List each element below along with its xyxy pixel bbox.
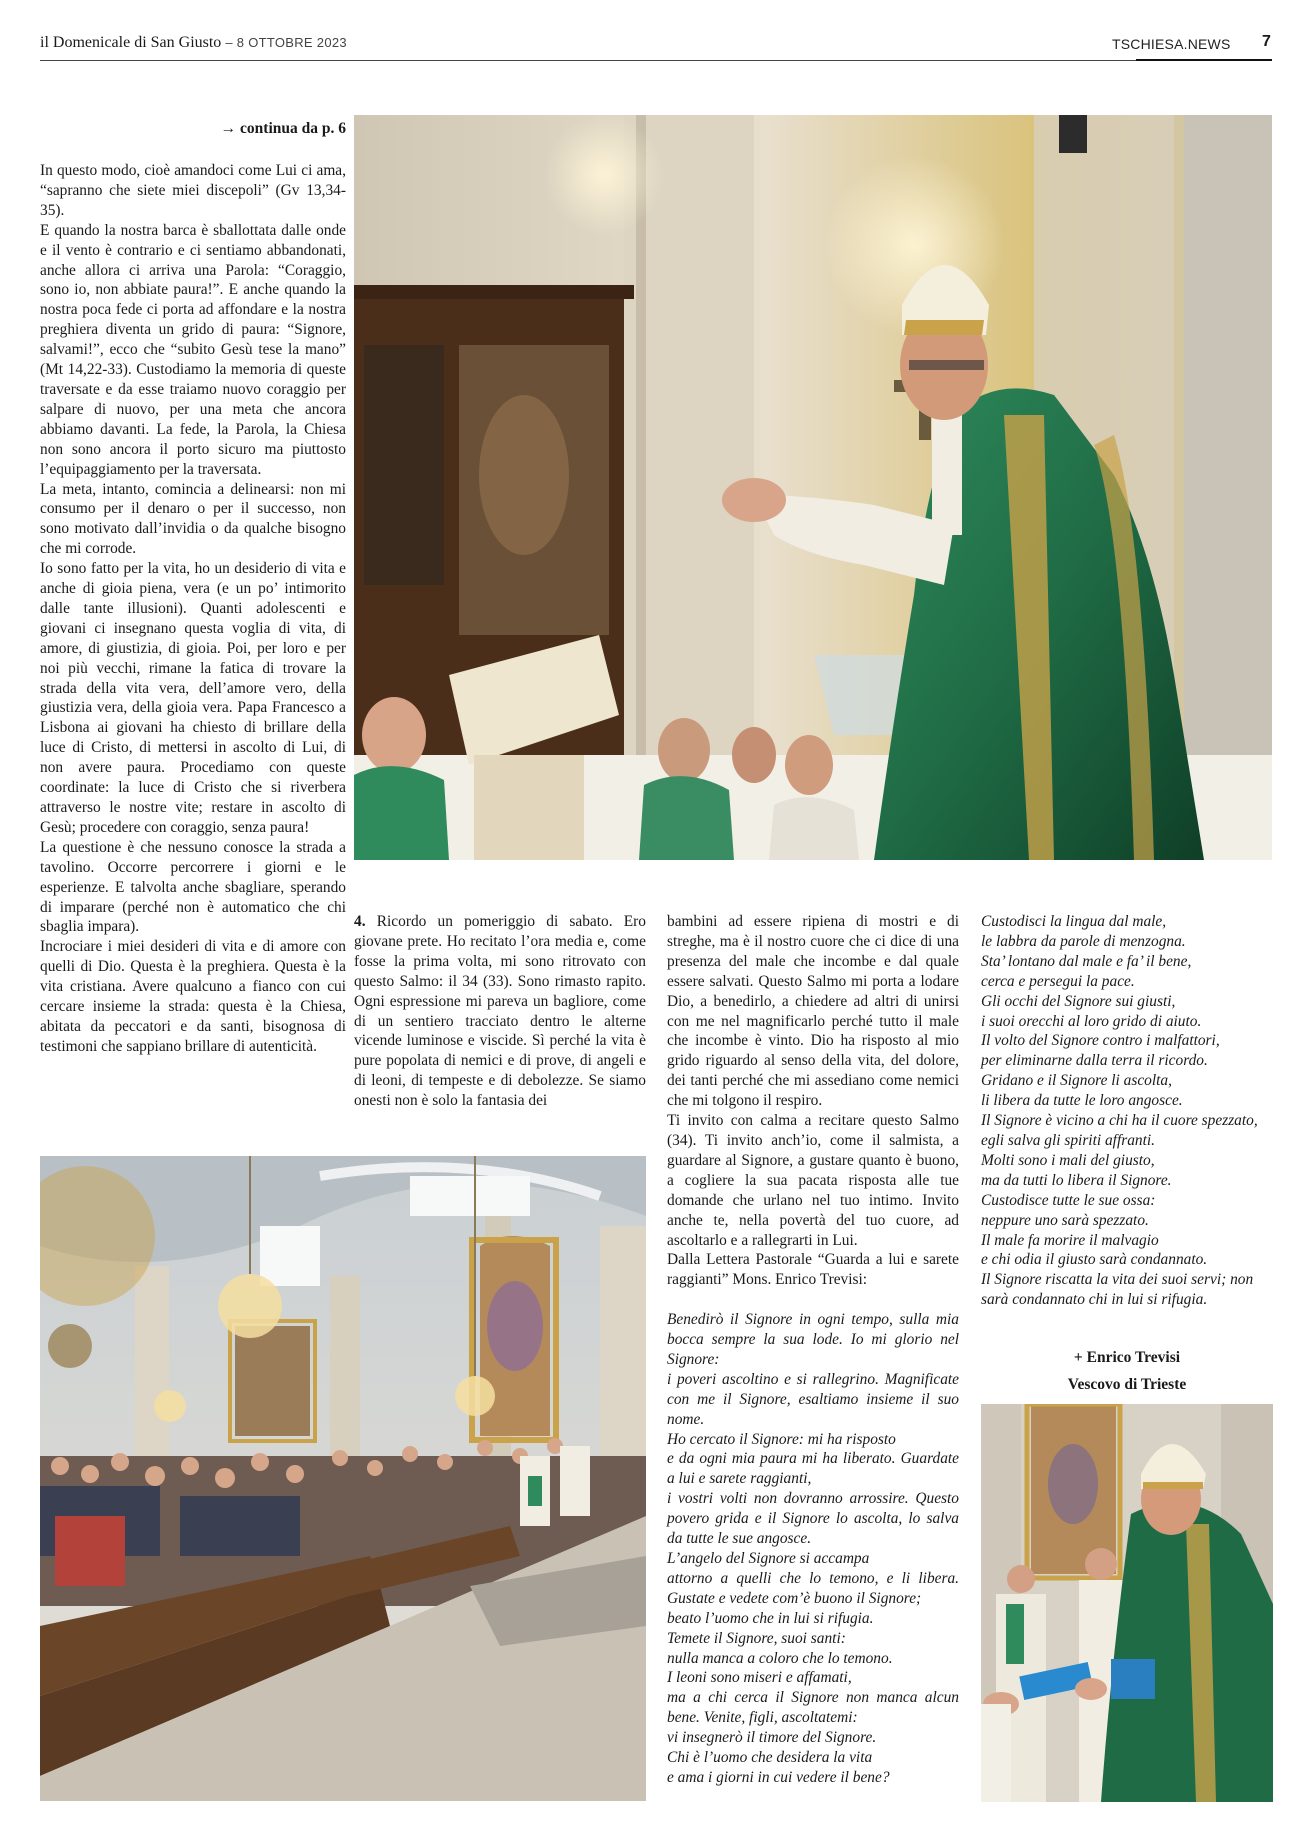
- paragraph: Dalla Lettera Pastorale “Guarda a lui e sarete raggianti” Mons. Enrico Trevisi:: [667, 1251, 959, 1289]
- psalm-line: Il Signore riscatta la vita dei suoi servi; non sarà condannato chi in lui si rifugia.: [981, 1271, 1254, 1309]
- photo-bishop-preaching-illustration: [354, 115, 1272, 860]
- psalm-line: i vostri volti non dovranno arrossire. Questo povero grida e il Signore lo ascolta, lo salva da tutte le sue angosce.: [667, 1490, 959, 1548]
- paragraph: Io sono fatto per la vita, ho un desiderio di vita e anche di gioia piena, vera (e un po’ intimorito dalle tante illusioni). Quanti adolescenti e giovani ci insegnano questa voglia di vita, di amore, di giustizia, di gioia. Poi, per loro e per noi più vecchi, rimane la fatica di trovare la strada della vita vera, dell’amore vero, della giustizia vera, della gioia vera. Papa Francesco a Lisbona ai giovani ha chiesto di brillare della luce di Cristo, di mettersi in ascolto di Lui, di non avere paura. Procediamo con queste coordinate: la luce di Cristo che si riverbera attraverso le nostre vite; restare in ascolto di Gesù; procedere con coraggio, senza paura!: [40, 560, 346, 836]
- issue-date: – 8 OTTOBRE 2023: [225, 35, 347, 50]
- author-title: Vescovo di Trieste: [1067, 1376, 1187, 1393]
- psalm-text: [667, 1310, 959, 1788]
- psalm-line: le labbra da parole di menzogna.: [981, 932, 1186, 950]
- masthead: [40, 34, 347, 52]
- paragraph: Ti invito con calma a recitare questo Salmo (34). Ti invito anch’io, come il salmista, a guardare al Signore, a gustare quanto è buono, a cogliere la sua pacata risposta alle tue domande che urlano nel tuo intimo. Invito anche te, nella povertà del tuo cuore, ad ascoltarlo e a rallegrarti in Lui.: [667, 1112, 959, 1249]
- psalm-line: Chi è l’uomo che desidera la vita: [667, 1749, 873, 1767]
- article-column-1: [40, 161, 346, 1057]
- photo-cathedral-nave-illustration: [40, 1156, 646, 1801]
- psalm-line: per eliminarne dalla terra il ricordo.: [981, 1052, 1208, 1070]
- psalm-line: Custodisce tutte le sue ossa:: [981, 1191, 1156, 1209]
- psalm-line: I leoni sono miseri e affamati,: [667, 1669, 852, 1687]
- section-number: 4.: [354, 913, 366, 930]
- psalm-line: Ho cercato il Signore: mi ha risposto: [667, 1430, 896, 1448]
- paragraph: La questione è che nessuno conosce la strada a tavolino. Occorre percorrere i giorni e le esperienze. E talvolta anche sbagliare, sperando di imparare (perché non è automatico che chi sbaglia impara).: [40, 838, 346, 936]
- psalm-line: Temete il Signore, suoi santi:: [667, 1629, 846, 1647]
- psalm-line: Gli occhi del Signore sui giusti,: [981, 992, 1176, 1010]
- psalm-line: attorno a quelli che lo temono, e li libera. Gustate e vedete com’è buono il Signore;: [667, 1569, 959, 1607]
- psalm-line: i suoi orecchi al loro grido di aiuto.: [981, 1012, 1202, 1030]
- psalm-line: Benedirò il Signore in ogni tempo, sulla mia bocca sempre la sua lode. Io mi glorio nel Signore:: [667, 1311, 959, 1368]
- psalm-line: li libera da tutte le loro angosce.: [981, 1092, 1183, 1110]
- photo-bishop-greeting-illustration: [981, 1404, 1273, 1802]
- psalm-line: ma a chi cerca il Signore non manca alcun bene. Venite, figli, ascoltatemi:: [667, 1689, 959, 1727]
- author-name: + Enrico Trevisi: [1073, 1349, 1181, 1366]
- psalm-line: Gridano e il Signore li ascolta,: [981, 1072, 1172, 1090]
- article-column-4: [981, 912, 1273, 1310]
- psalm-line: cerca e persegui la pace.: [981, 972, 1135, 990]
- psalm-line: beato l’uomo che in lui si rifugia.: [667, 1609, 874, 1627]
- psalm-line: nulla manca a coloro che lo temono.: [667, 1649, 893, 1667]
- psalm-line: L’angelo del Signore si accampa: [667, 1549, 870, 1567]
- psalm-line: vi insegnerò il timore del Signore.: [667, 1729, 877, 1747]
- psalm-line: i poveri ascoltino e si rallegrino. Magnificate con me il Signore, esaltiamo insieme il suo nome.: [667, 1370, 959, 1428]
- photo-bishop-preaching: [354, 115, 1272, 860]
- author-signature: [981, 1344, 1273, 1398]
- psalm-line: neppure uno sarà spezzato.: [981, 1211, 1149, 1229]
- paragraph: Incrociare i miei desideri di vita e di amore con quelli di Dio. Questa è la preghiera. Questa è la vita cristiana. Avere qualcuno a fianco con cui cercare insieme la strada: questa è la Chiesa, abitata da peccatori e da santi, bisognosa di testimoni che sappiano brillare di autenticità.: [40, 938, 346, 1055]
- psalm-line: Il volto del Signore contro i malfattori,: [981, 1032, 1220, 1050]
- header-rule: [40, 60, 1272, 61]
- photo-bishop-greeting: [981, 1404, 1273, 1802]
- paragraph-text: Ricordo un pomeriggio di sabato. Ero giovane prete. Ho recitato l’ora media e, come fosse la prima volta, mi sono ritrovato con questo Salmo: il 34 (33). Sono rimasto rapito. Ogni espressione mi pareva un bagliore, come di un sentiero tracciato dentro le alterne vicende luminose e viscide. Sì perché la vita è pure popolata di nemici e di prove, di angeli e di leoni, di tempeste e di debolezze. Se siamo onesti non è solo la fantasia dei: [354, 913, 646, 1110]
- psalm-line: Sta’ lontano dal male e fa’ il bene,: [981, 952, 1192, 970]
- photo-cathedral-nave: [40, 1156, 646, 1801]
- article-column-2: [354, 912, 646, 1111]
- article-column-3: [667, 912, 959, 1788]
- psalm-line: e da ogni mia paura mi ha liberato. Guardate a lui e sarete raggianti,: [667, 1450, 959, 1488]
- header-rule-accent: [1136, 59, 1272, 61]
- site-name: TSCHIESA.NEWS: [1112, 36, 1231, 52]
- paragraph: E quando la nostra barca è sballottata dalle onde e il vento è contrario e ci sentiamo abbandonati, anche allora ci arriva una Parola: “Coraggio, sono io, non abbiate paura!”. E anche quando la nostra poca fede ci porta ad affondare e la nostra preghiera diventa un grido di paura: “Signore, salvami!”, ecco che “subito Gesù tese la mano” (Mt 14,22-33). Custodiamo la memoria di queste traversate e da esse traiamo nuovo coraggio per salpare di nuovo, per una meta che ancora abbiamo davanti. La fede, la Parola, la Chiesa non sono ancora il porto sicuro ma piuttosto l’equipaggiamento per la traversata.: [40, 221, 346, 478]
- psalm-line: Molti sono i mali del giusto,: [981, 1151, 1155, 1169]
- paragraph: La meta, intanto, comincia a delinearsi: non mi consumo per il denaro o per il successo, non sono motivato dall’invidia o da qualche bisogno che mi corrode.: [40, 480, 346, 558]
- psalm-line: Il male fa morire il malvagio: [981, 1231, 1159, 1249]
- paragraph: In questo modo, cioè amandoci come Lui ci ama, “sapranno che siete miei discepoli” (Gv 13,34-35).: [40, 162, 346, 219]
- paragraph: bambini ad essere ripiena di mostri e di streghe, ma è il nostro cuore che ci dice di una presenza del male che incombe e dal quale essere salvati. Questo Salmo mi porta a lodare Dio, a benedirlo, a chiedere ad altri di unirsi con me nel magnificarlo perché tutto il male che incombe è vinto. Dio ha risposto al mio grido riguardo al senso della vita, del dolore, dei tanti perché che mi assediano come nemici che mi tolgono il respiro.: [667, 913, 959, 1110]
- page-number: 7: [1262, 33, 1271, 50]
- publication-name: il Domenicale di San Giusto: [40, 34, 222, 51]
- psalm-line: ma da tutti lo libera il Signore.: [981, 1171, 1172, 1189]
- continuation-note: → continua da p. 6: [220, 120, 346, 137]
- psalm-line: e chi odia il giusto sarà condannato.: [981, 1251, 1208, 1269]
- paragraph: [354, 912, 646, 1111]
- psalm-line: Il Signore è vicino a chi ha il cuore spezzato, egli salva gli spiriti affranti.: [981, 1112, 1258, 1149]
- psalm-line: Custodisci la lingua dal male,: [981, 913, 1167, 930]
- psalm-line: e ama i giorni in cui vedere il bene?: [667, 1768, 890, 1786]
